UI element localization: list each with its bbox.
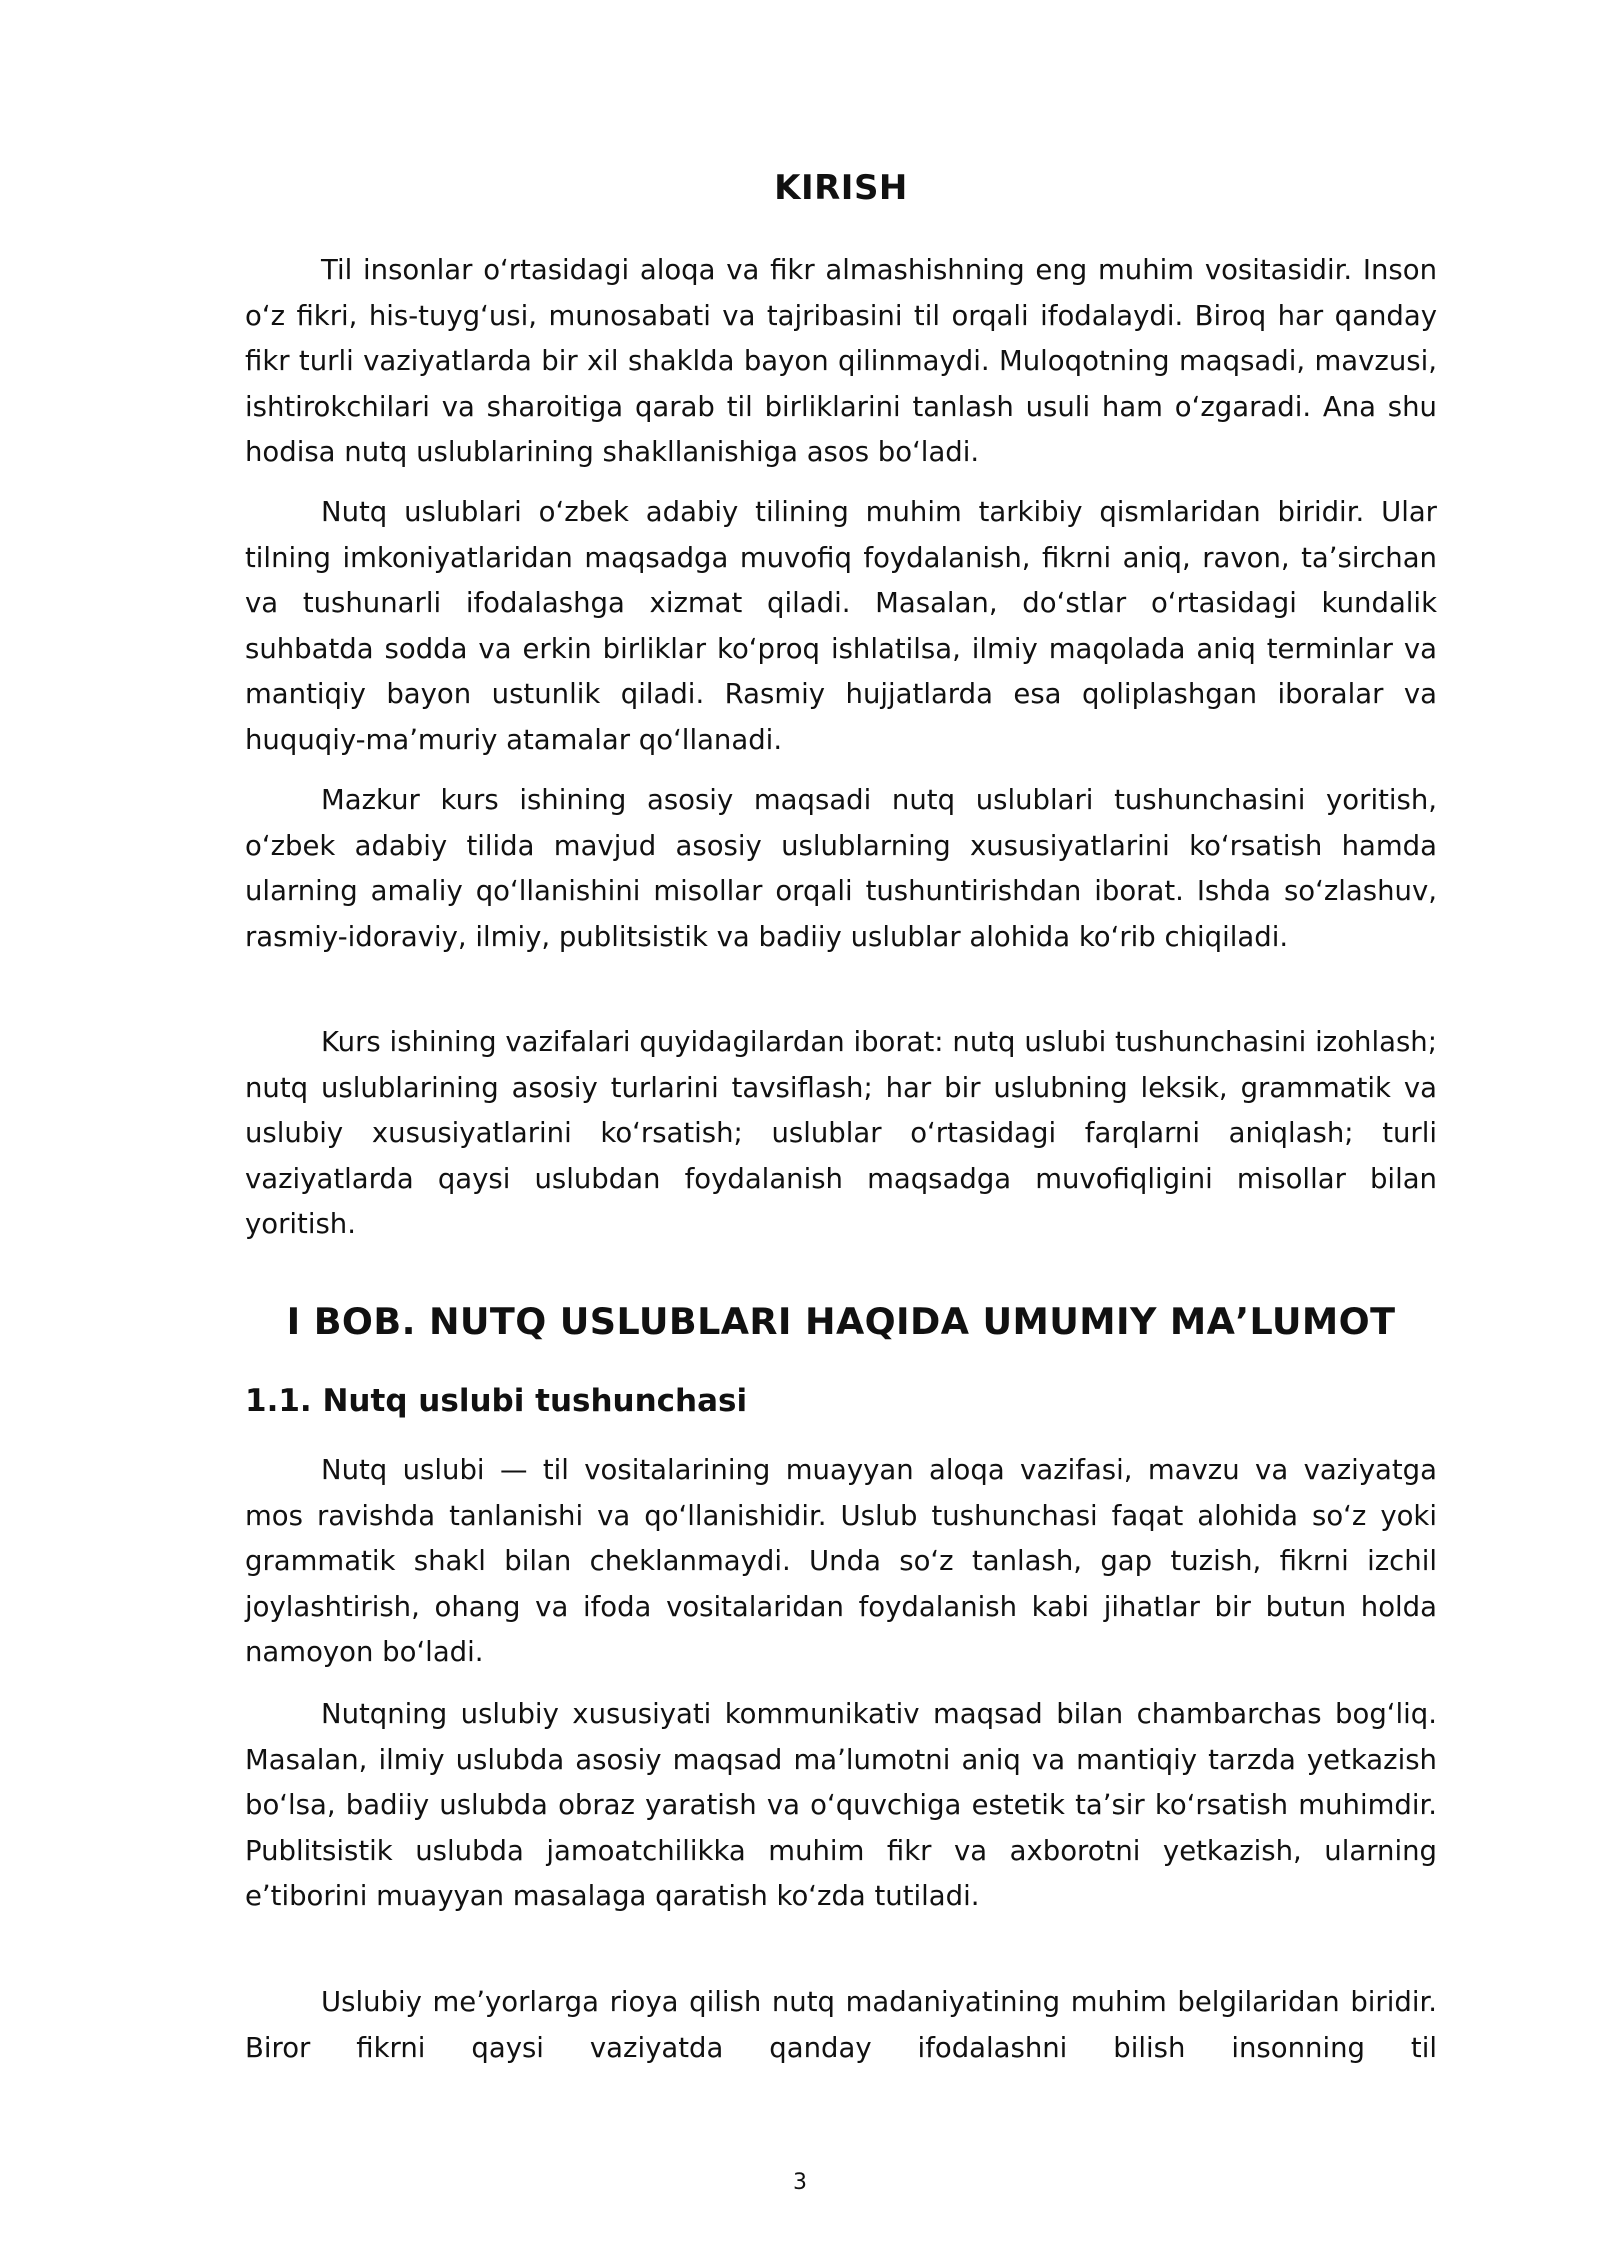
section-paragraph-3	[245, 1980, 1437, 2071]
paragraph-text: Kurs ishining vazifalari quyidagilardan iborat: nutq uslubi tushunchasini izohlash; nutq uslublarining asosiy turlarini tavsiflash; har bir uslubning leksik, grammatik va uslubiy xususiyatlarini koʻrsatish; uslublar oʻrtasidagi farqlarni aniqlash; turli vaziyatlarda qaysi uslubdan foydalanish maqsadga muvofiqligini misollar bilan yoritish.	[245, 1026, 1437, 1240]
intro-paragraph-2	[245, 490, 1437, 763]
paragraph-text: Mazkur kurs ishining asosiy maqsadi nutq uslublari tushunchasini yoritish, oʻzbek adabiy tilida mavjud asosiy uslublarning xususiyatlarini koʻrsatish hamda ularning amaliy qoʻllanishini misollar orqali tushuntirishdan iborat. Ishda soʻzlashuv, rasmiy-idoraviy, ilmiy, publitsistik va badiiy uslublar alohida koʻrib chiqiladi.	[245, 784, 1437, 953]
chapter-title: I BOB. NUTQ USLUBLARI HAQIDA UMUMIY MAʼLUMOT	[286, 1300, 1396, 1343]
paragraph-text: Nutqning uslubiy xususiyati kommunikativ maqsad bilan chambarchas bogʻliq. Masalan, ilmiy uslubda asosiy maqsad maʼlumotni aniq va mantiqiy tarzda yetkazish boʻlsa, badiiy uslubda obraz yaratish va oʻquvchiga estetik taʼsir koʻrsatish muhimdir. Publitsistik uslubda jamoatchilikka muhim fikr va axborotni yetkazish, ularning eʼtiborini muayyan masalaga qaratish koʻzda tutiladi.	[245, 1698, 1437, 1912]
section-paragraph-1	[245, 1448, 1437, 1676]
paragraph-text: Til insonlar oʻrtasidagi aloqa va fikr almashishning eng muhim vositasidir. Inson oʻz fikri, his-tuygʻusi, munosabati va tajribasini til orqali ifodalaydi. Biroq har qanday fikr turli vaziyatlarda bir xil shaklda bayon qilinmaydi. Muloqotning maqsadi, mavzusi, ishtirokchilari va sharoitiga qarab til birliklarini tanlash usuli ham oʻzgaradi. Ana shu hodisa nutq uslublarining shakllanishiga asos boʻladi.	[245, 254, 1437, 468]
intro-paragraph-1	[245, 248, 1437, 476]
section-paragraph-2	[245, 1692, 1437, 1920]
section-title: 1.1. Nutq uslubi tushunchasi	[245, 1383, 748, 1419]
paragraph-text: Nutq uslubi — til vositalarining muayyan aloqa vazifasi, mavzu va vaziyatga mos ravishda tanlanishi va qoʻllanishidir. Uslub tushunchasi faqat alohida soʻz yoki grammatik shakl bilan cheklanmaydi. Unda soʻz tanlash, gap tuzish, fikrni izchil joylashtirish, ohang va ifoda vositalaridan foydalanish kabi jihatlar bir butun holda namoyon boʻladi.	[245, 1454, 1437, 1668]
paragraph-text: Uslubiy meʼyorlarga rioya qilish nutq madaniyatining muhim belgilaridan biridir. Biror fikrni qaysi vaziyatda qanday ifodalashni bilish insonning til	[245, 1986, 1437, 2064]
intro-paragraph-3	[245, 778, 1437, 960]
intro-heading: KIRISH	[774, 168, 908, 208]
intro-paragraph-4	[245, 1020, 1437, 1248]
page-number: 3	[793, 2170, 807, 2195]
paragraph-text: Nutq uslublari oʻzbek adabiy tilining muhim tarkibiy qismlaridan biridir. Ular tilning imkoniyatlaridan maqsadga muvofiq foydalanish, fikrni aniq, ravon, taʼsirchan va tushunarli ifodalashga xizmat qiladi. Masalan, doʻstlar oʻrtasidagi kundalik suhbatda sodda va erkin birliklar koʻproq ishlatilsa, ilmiy maqolada aniq terminlar va mantiqiy bayon ustunlik qiladi. Rasmiy hujjatlarda esa qoliplashgan iboralar va huquqiy-maʼmuriy atamalar qoʻllanadi.	[245, 496, 1437, 756]
